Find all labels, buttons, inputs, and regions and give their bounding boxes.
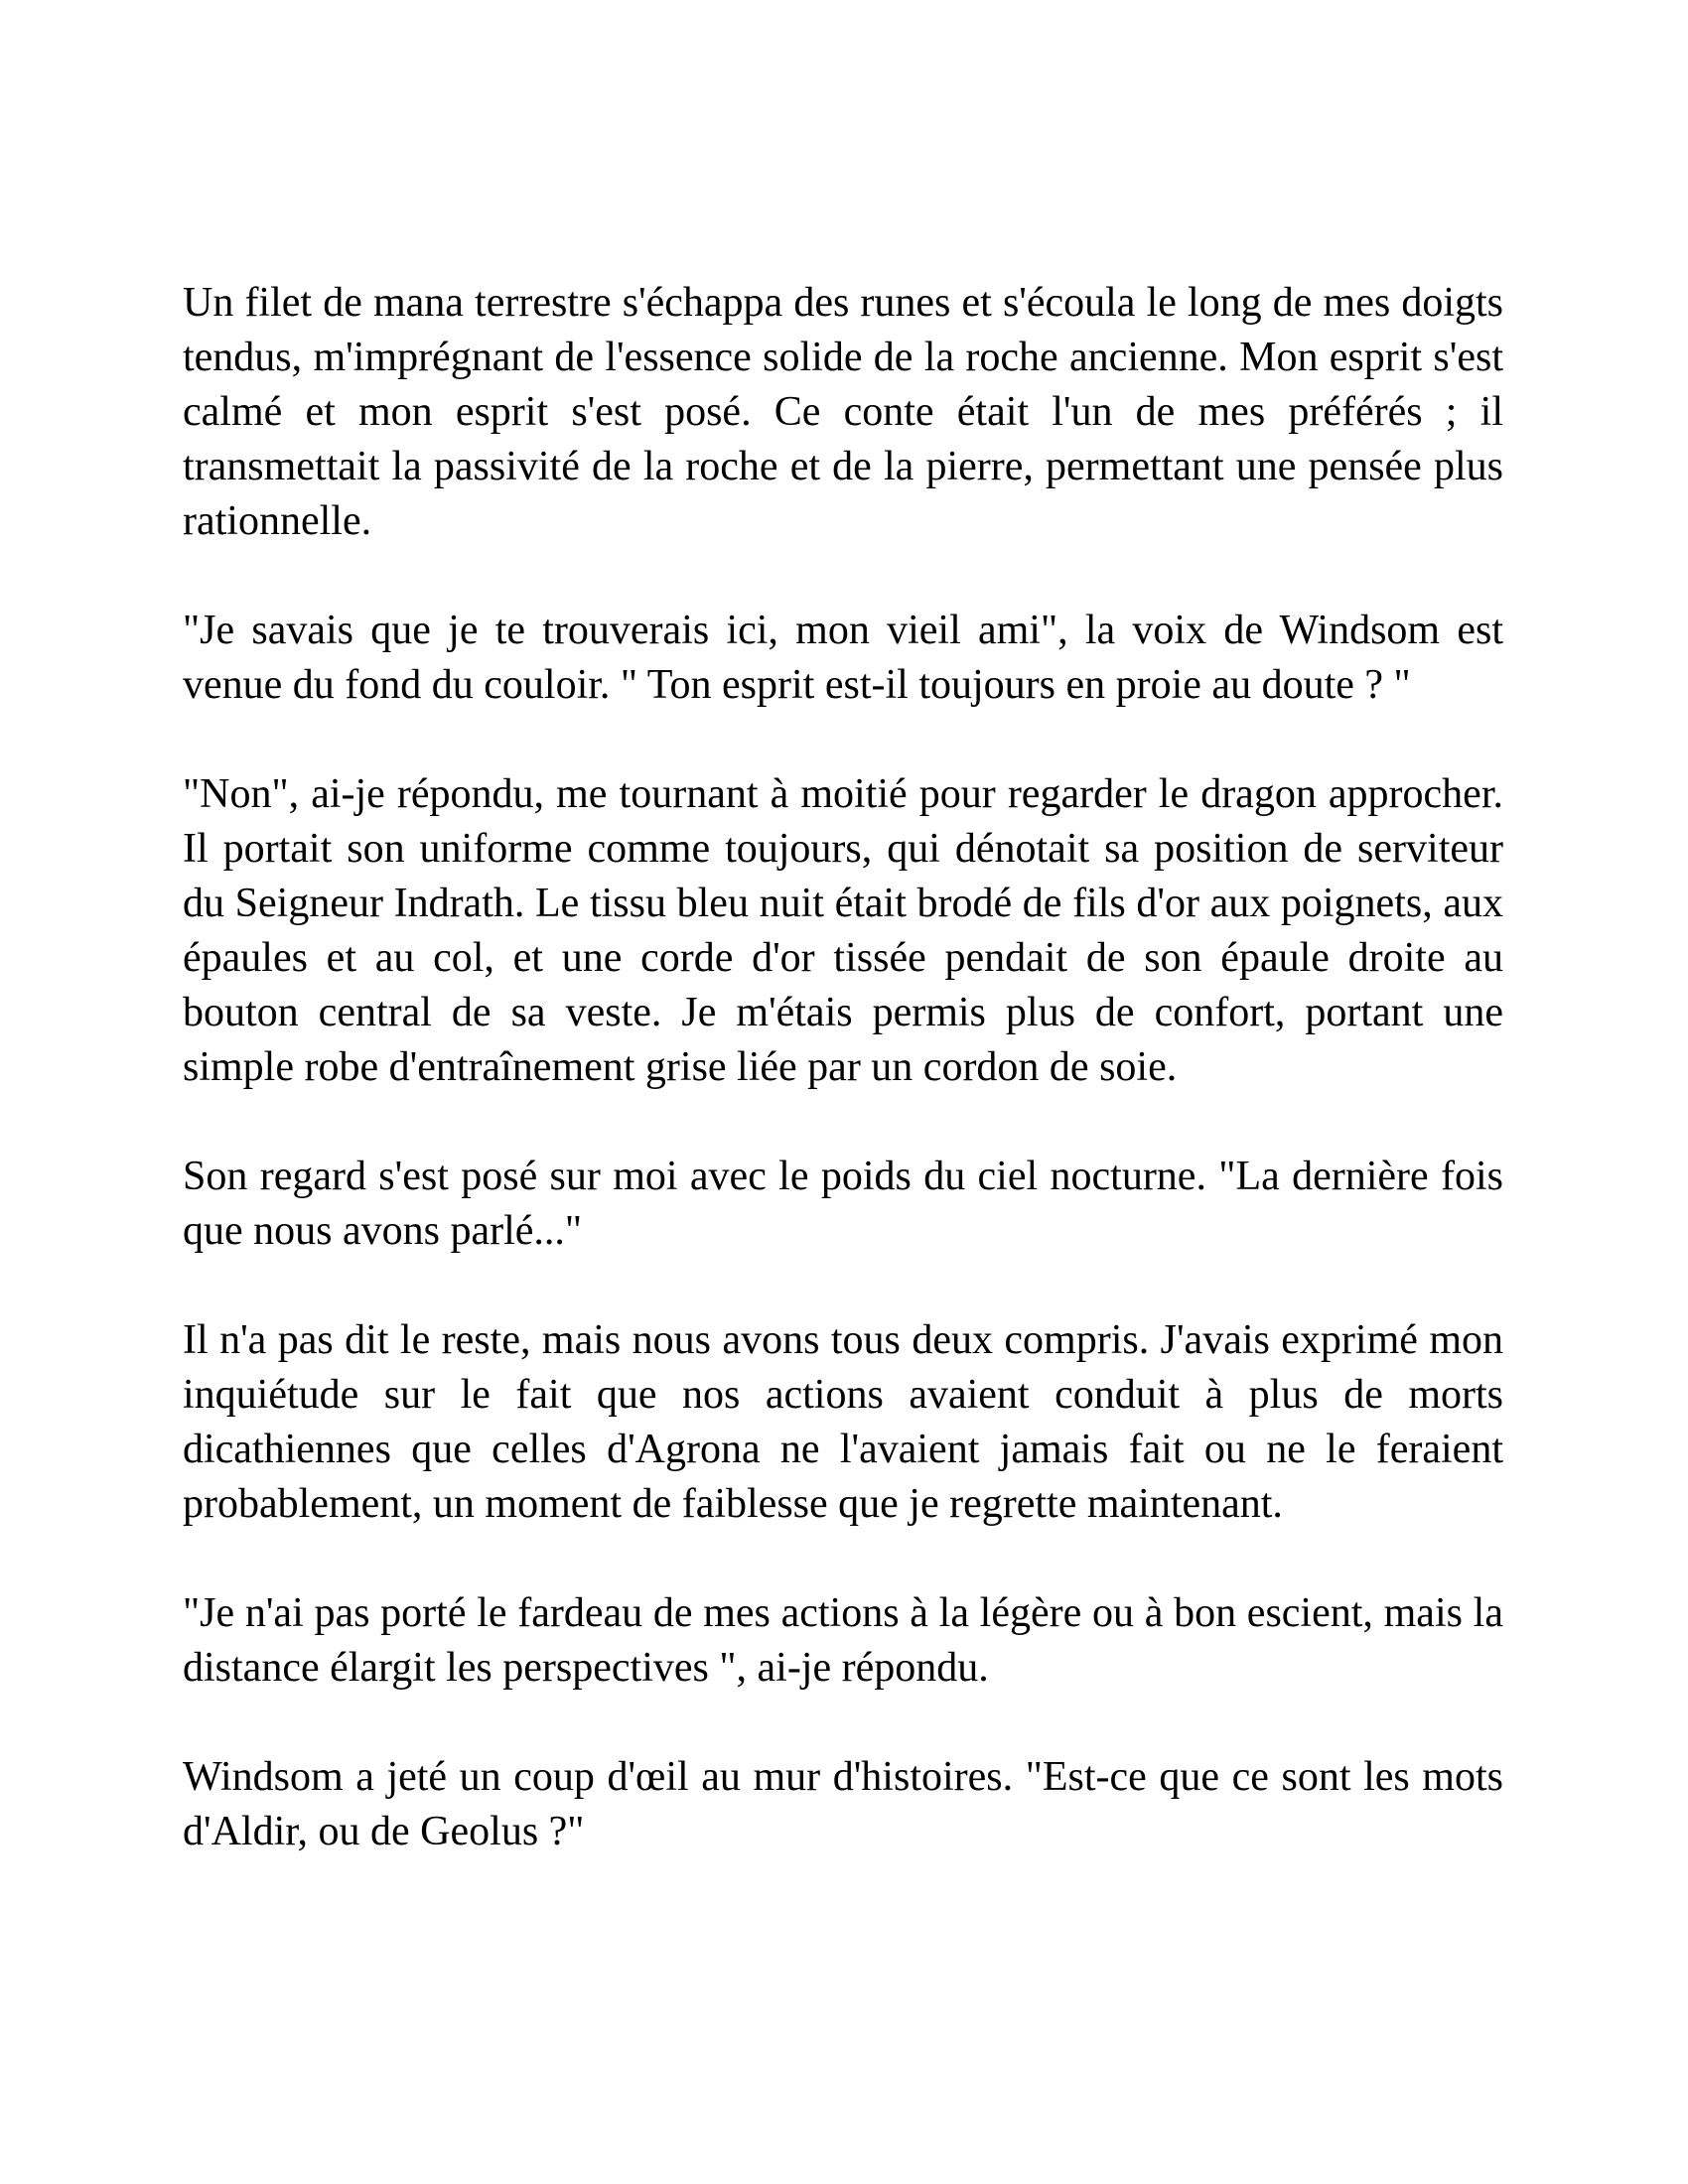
paragraph: "Je savais que je te trouverais ici, mon vieil ami", la voix de Windsom est venue du fond du couloir. " Ton esprit est-il toujours en proie au doute ? " <box>183 608 1503 708</box>
paragraph: Un filet de mana terrestre s'échappa des runes et s'écoula le long de mes doigts tendus, m'imprégnant de l'essence solide de la roche ancienne. Mon esprit s'est calmé et mon esprit s'est posé. Ce conte était l'un de mes préférés ; il transmettait la passivité de la roche et de la pierre, permettant une pensée plus rationnelle. <box>183 280 1503 544</box>
paragraph: Son regard s'est posé sur moi avec le poids du ciel nocturne. "La dernière fois que nous avons parlé..." <box>183 1154 1503 1254</box>
paragraph: Windsom a jeté un coup d'œil au mur d'histoires. "Est-ce que ce sont les mots d'Aldir, ou de Geolus ?" <box>183 1754 1503 1854</box>
document-body <box>183 276 1503 1859</box>
paragraph: Il n'a pas dit le reste, mais nous avons tous deux compris. J'avais exprimé mon inquiétude sur le fait que nos actions avaient conduit à plus de morts dicathiennes que celles d'Agrona ne l'avaient jamais fait ou ne le feraient probablement, un moment de faiblesse que je regrette maintenant. <box>183 1317 1503 1527</box>
paragraph: "Non", ai-je répondu, me tournant à moitié pour regarder le dragon approcher. Il portait son uniforme comme toujours, qui dénotait sa position de serviteur du Seigneur Indrath. Le tissu bleu nuit était brodé de fils d'or aux poignets, aux épaules et au col, et une corde d'or tissée pendait de son épaule droite au bouton central de sa veste. Je m'étais permis plus de confort, portant une simple robe d'entraînement grise liée par un cordon de soie. <box>183 771 1503 1090</box>
paragraph: "Je n'ai pas porté le fardeau de mes actions à la légère ou à bon escient, mais la distance élargit les perspectives ", ai-je répondu. <box>183 1590 1503 1691</box>
